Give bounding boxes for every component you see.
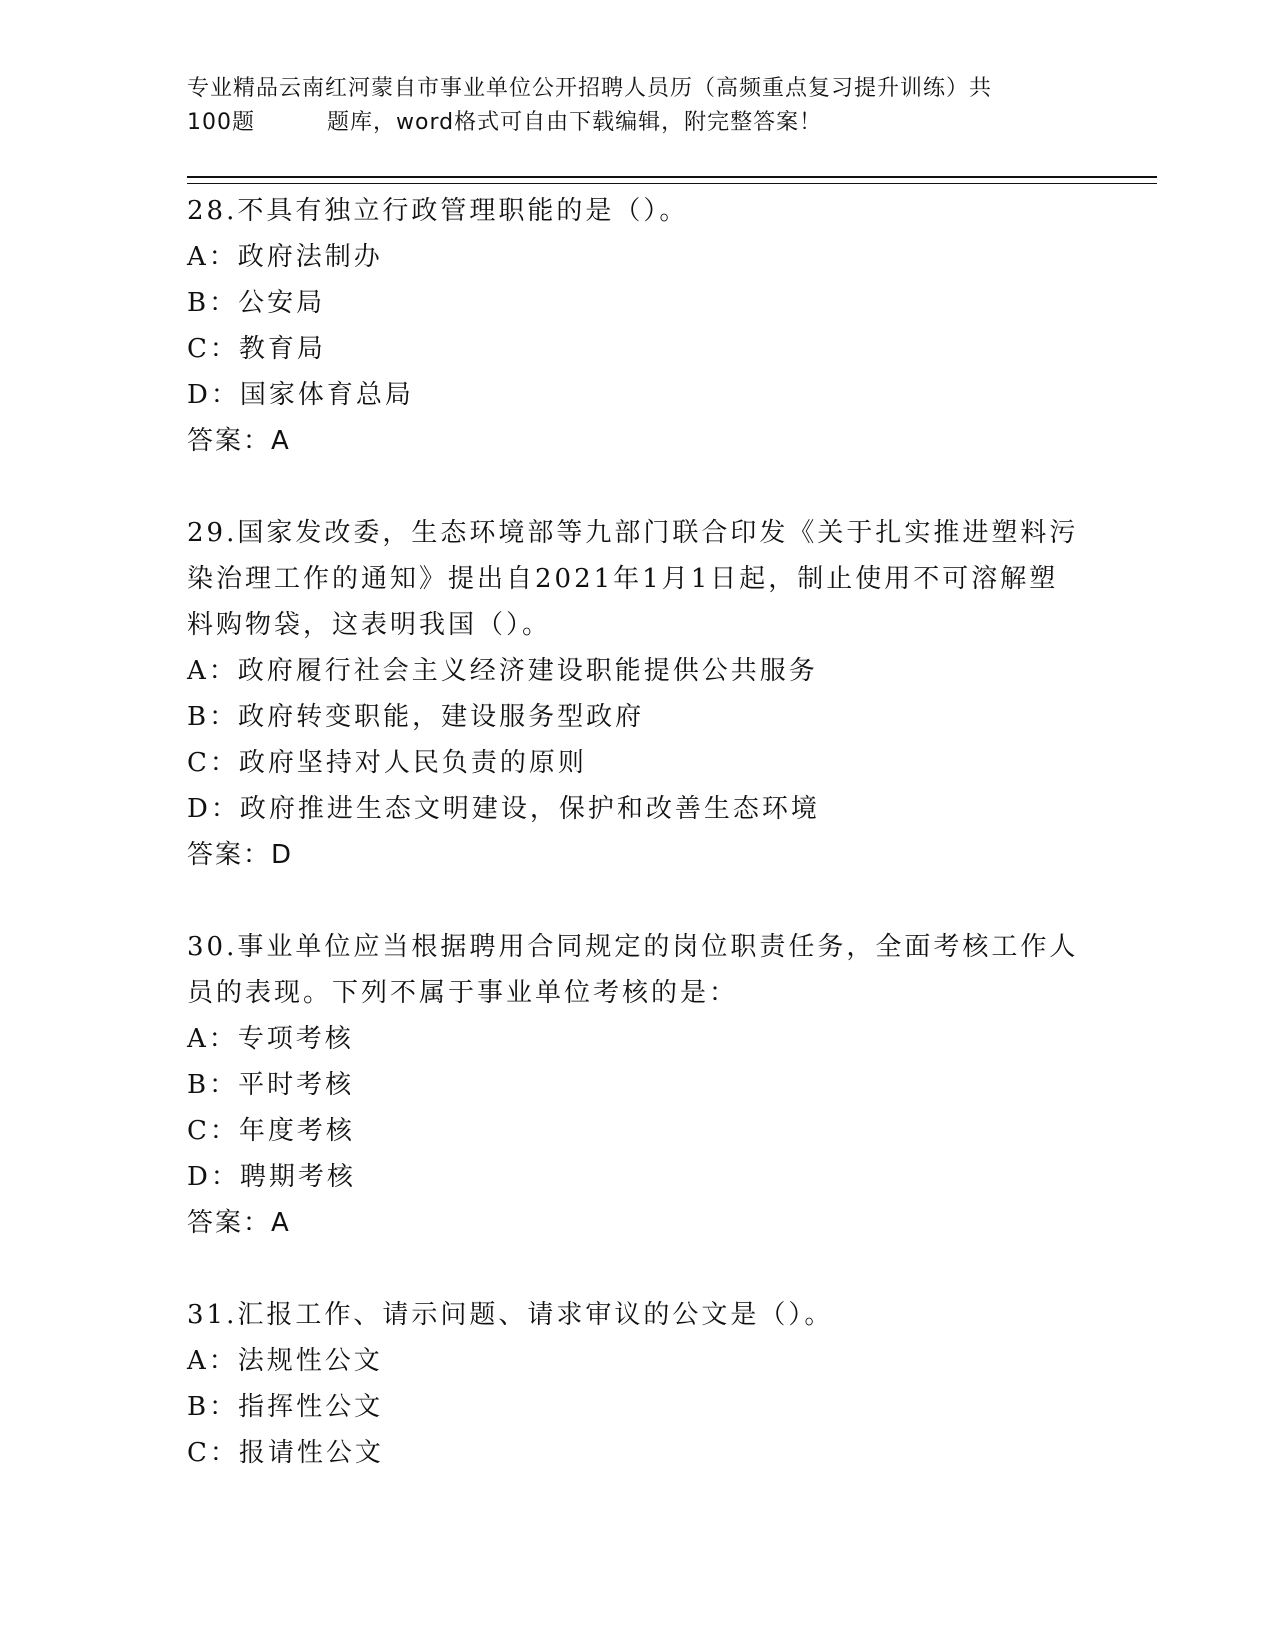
option-c: C：报请性公文 — [187, 1438, 384, 1468]
option-c: C：政府坚持对人民负责的原则 — [187, 748, 587, 778]
option-d: D：政府推进生态文明建设，保护和改善生态环境 — [187, 794, 820, 824]
answer-line: 答案：D — [187, 840, 294, 870]
question-30 — [187, 924, 1087, 1246]
option-b: B：公安局 — [187, 288, 326, 318]
option-a: A：专项考核 — [187, 1024, 354, 1054]
question-29 — [187, 510, 1087, 878]
option-b: B：政府转变职能，建设服务型政府 — [187, 702, 645, 732]
question-text: 28.不具有独立行政管理职能的是（）。 — [187, 196, 689, 226]
question-text: 29.国家发改委，生态环境部等九部门联合印发《关于扎实推进塑料污染治理工作的通知》提出自2021年1月1日起，制止使用不可溶解塑料购物袋，这表明我国（）。 — [187, 518, 1079, 640]
question-28 — [187, 188, 1087, 464]
option-b: B：平时考核 — [187, 1070, 355, 1100]
option-c: C：年度考核 — [187, 1116, 355, 1146]
option-b: B：指挥性公文 — [187, 1392, 384, 1422]
question-text: 31.汇报工作、请示问题、请求审议的公文是（）。 — [187, 1300, 834, 1330]
option-a: A：政府法制办 — [187, 242, 383, 272]
option-a: A：政府履行社会主义经济建设职能提供公共服务 — [187, 656, 818, 686]
question-31 — [187, 1292, 1087, 1476]
option-a: A：法规性公文 — [187, 1346, 383, 1376]
question-list — [187, 188, 1087, 1476]
option-d: D：国家体育总局 — [187, 380, 414, 410]
answer-line: 答案：A — [187, 426, 291, 456]
header-divider-thin — [187, 183, 1157, 184]
question-text: 30.事业单位应当根据聘用合同规定的岗位职责任务，全面考核工作人员的表现。下列不属于事业单位考核的是： — [187, 932, 1079, 1008]
header-divider-thick — [187, 176, 1157, 178]
document-header — [187, 72, 1067, 140]
option-c: C：教育局 — [187, 334, 326, 364]
header-description: 题库，word格式可自由下载编辑，附完整答案！ — [327, 110, 823, 135]
answer-line: 答案：A — [187, 1208, 291, 1238]
header-line-2 — [187, 106, 1067, 140]
header-line-1: 专业精品云南红河蒙自市事业单位公开招聘人员历（高频重点复习提升训练）共 — [187, 76, 993, 101]
option-d: D：聘期考核 — [187, 1162, 356, 1192]
header-question-count: 100题 — [187, 110, 255, 135]
